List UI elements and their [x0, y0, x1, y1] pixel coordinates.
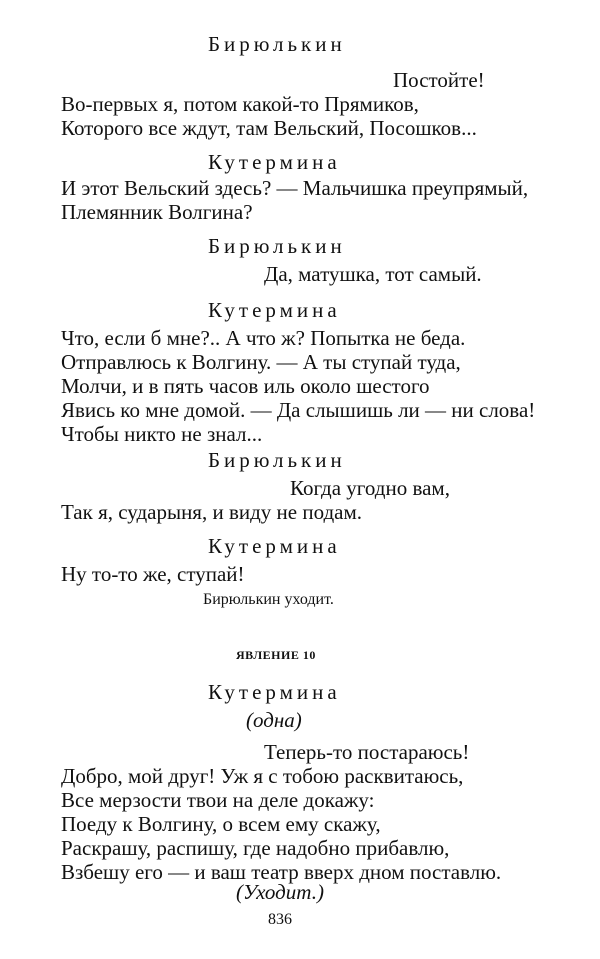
- verse-line: Добро, мой друг! Уж я с тобою расквитаюсь,: [61, 764, 464, 788]
- speaker-name: Кутермина: [208, 150, 341, 174]
- verse-line: Да, матушка, тот самый.: [264, 262, 482, 286]
- verse-line: Явись ко мне домой. — Да слышишь ли — ни слова!: [61, 398, 536, 422]
- verse-line: Так я, сударыня, и виду не подам.: [61, 500, 363, 524]
- scene-heading: ЯВЛЕНИЕ 10: [236, 648, 316, 662]
- stage-direction: Бирюлькин уходит.: [203, 591, 334, 608]
- verse-line: Поеду к Волгину, о всем ему скажу,: [61, 812, 381, 836]
- verse-line: И этот Вельский здесь? — Мальчишка преупрямый,: [61, 176, 529, 200]
- speaker-name: Бирюлькин: [208, 234, 346, 258]
- verse-line: Когда угодно вам,: [290, 476, 450, 500]
- verse-line: Взбешу его — и ваш театр вверх дном поставлю.: [61, 860, 502, 884]
- verse-line: Молчи, и в пять часов иль около шестого: [61, 374, 430, 398]
- verse-line: Чтобы никто не знал...: [61, 422, 263, 446]
- verse-line: Отправлюсь к Волгину. — А ты ступай туда,: [61, 350, 461, 374]
- verse-line: Все мерзости твои на деле докажу:: [61, 788, 375, 812]
- verse-line: Постойте!: [393, 68, 485, 92]
- verse-line: Ну то-то же, ступай!: [61, 562, 245, 586]
- verse-line: Племянник Волгина?: [61, 200, 253, 224]
- speaker-name: Кутермина: [208, 680, 341, 704]
- verse-line: Которого все ждут, там Вельский, Посошков...: [61, 116, 477, 140]
- verse-line: Что, если б мне?.. А что ж? Попытка не беда.: [61, 326, 466, 350]
- stage-direction-italic: (Уходит.): [236, 880, 324, 904]
- speaker-name: Кутермина: [208, 298, 341, 322]
- page-number: 836: [268, 911, 292, 928]
- verse-line: Во-первых я, потом какой-то Прямиков,: [61, 92, 419, 116]
- verse-line: Теперь-то постараюсь!: [264, 740, 470, 764]
- speaker-name: Бирюлькин: [208, 448, 346, 472]
- verse-line: Раскрашу, распишу, где надобно прибавлю,: [61, 836, 450, 860]
- stage-direction-italic: (одна): [246, 708, 302, 732]
- speaker-name: Бирюлькин: [208, 32, 346, 56]
- speaker-name: Кутермина: [208, 534, 341, 558]
